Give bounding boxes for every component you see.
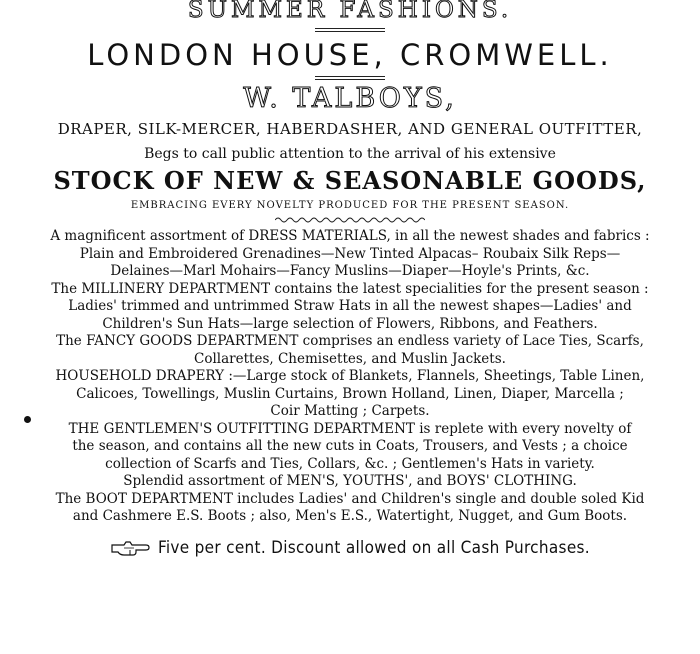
gentlemen-line: Splendid assortment of MEN'S, YOUTHS', and BOYS' CLOTHING. (123, 473, 577, 489)
boot-line: and Cashmere E.S. Boots ; also, Men's E.S., Watertight, Nugget, and Gum Boots. (72, 508, 628, 524)
gentlemens-outfitting-section (0, 421, 700, 491)
fancy-line: The FANCY GOODS DEPARTMENT comprises an endless variety of Lace Ties, Scarfs, (56, 333, 644, 349)
stock-heading: STOCK OF NEW & SEASONABLE GOODS, (53, 166, 647, 195)
household-line: Calicoes, Towellings, Muslin Curtains, Brown Holland, Linen, Diaper, Marcella ; (76, 385, 624, 402)
discount-text: Five per cent. Discount allowed on all Cash Purchases. (158, 537, 590, 558)
millinery-line: Ladies' trimmed and untrimmed Straw Hats in all the newest shapes—Ladies' and (68, 298, 632, 314)
fancy-line: Collarettes, Chemisettes, and Muslin Jackets. (194, 350, 506, 367)
millinery-section (0, 281, 700, 334)
divider-rule (315, 76, 385, 80)
wavy-divider (275, 216, 425, 224)
proprietor-name: W. TALBOYS, (243, 83, 457, 114)
boot-line: The BOOT DEPARTMENT includes Ladies' and Children's single and double soled Kid (55, 490, 645, 507)
millinery-line: Children's Sun Hats—large selection of Flowers, Ribbons, and Feathers. (102, 315, 598, 332)
discount-notice (0, 536, 700, 560)
dress-line: A magnificent assortment of DRESS MATERIALS, in all the newest shades and fabrics : (50, 228, 650, 244)
gentlemen-line: THE GENTLEMEN'S OUTFITTING DEPARTMENT is replete with every novelty of (68, 420, 632, 437)
dress-line: Delaines—Marl Mohairs—Fancy Muslins—Diaper—Hoyle's Prints, &c. (110, 263, 590, 279)
summer-fashions-heading: SUMMER FASHIONS. (187, 0, 513, 23)
gentlemen-line: the season, and contains all the new cuts in Coats, Trousers, and Vests ; a choice (72, 438, 628, 454)
ink-dot (24, 416, 31, 423)
household-line: Coir Matting ; Carpets. (270, 403, 430, 419)
boot-department-section (0, 491, 700, 526)
london-house-heading: LONDON HOUSE, CROMWELL. (87, 38, 613, 72)
fancy-goods-section (0, 333, 700, 368)
millinery-line: The MILLINERY DEPARTMENT contains the latest specialities for the present season : (51, 280, 649, 297)
dress-line: Plain and Embroidered Grenadines—New Tinted Alpacas– Roubaix Silk Reps— (79, 245, 621, 262)
divider-rule (315, 28, 385, 32)
gentlemen-line: collection of Scarfs and Ties, Collars, &c. ; Gentlemen's Hats in variety. (105, 455, 595, 472)
pointing-hand-icon (110, 539, 150, 557)
dress-materials-section (0, 228, 700, 281)
embracing-line: EMBRACING EVERY NOVELTY PRODUCED FOR THE PRESENT SEASON. (130, 200, 570, 211)
trades-line: DRAPER, SILK-MERCER, HABERDASHER, AND GENERAL OUTFITTER, (57, 120, 643, 138)
household-drapery-section (0, 368, 700, 421)
household-line: HOUSEHOLD DRAPERY :—Large stock of Blankets, Flannels, Sheetings, Table Linen, (55, 368, 645, 384)
intro-line: Begs to call public attention to the arrival of his extensive (144, 146, 556, 162)
